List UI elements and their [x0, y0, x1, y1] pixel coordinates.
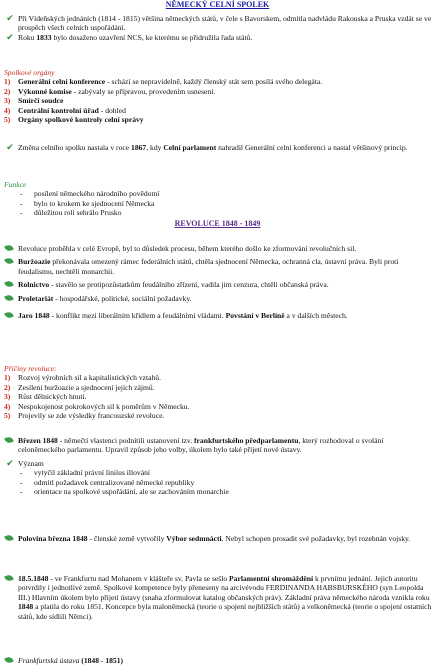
- checkmark-icon: ✔: [6, 13, 14, 23]
- page-title: NĚMECKÝ CELNÍ SPOLEK: [165, 0, 270, 9]
- leaf-bullet-icon: [4, 436, 16, 445]
- leaf-bullet-icon: [4, 257, 16, 266]
- vyznam-heading: Význam: [18, 458, 44, 468]
- vyznam-item: - vytyčil základní právní liniíus illování: [20, 468, 150, 478]
- vyznam-heading-row: [4, 459, 432, 468]
- change-item: ✔ Změna celního spolku nastala v roce 1867, kdy Celní parlament nahradil Generální celní konferenci a nastal většinový princip.: [4, 143, 432, 152]
- frankfurt-item: 18.5.1848 - ve Frankfurtu nad Mohanem v klášteře sv. Pavla se sešlo Parlamentní shromáždění k prvnímu jednání. Jejich autoritu potvrdily i jednotlivé země. Spolkové kompetence byly přeneseny na arcivévodu FERDINANDA HABSBURSKÉHO (syn Leopolda III.) Hlavním úkolem bylo přijetí ústavy (snaha zformulovat katalog občanských práv). Základní práva německého národa vznikla roku 1848 a platila do roku 1851. Koncepce byla maloněmecká (teorie o spojení nejbližších států) a velkoněmecká (teorie o spojení ostatních států, kde sídlili Němci).: [4, 574, 432, 621]
- brezen-section: [4, 436, 432, 496]
- funkce-item: - důležitou roli sehrálo Prusko: [20, 208, 122, 218]
- checkmark-icon: ✔: [6, 31, 14, 42]
- organ-item: 1) Generální celní konference - schází se nepravidelně, každý členský stát sem posílá svého delegáta.: [4, 77, 323, 87]
- organ-item: 3) Smírčí soudce: [4, 96, 64, 106]
- polovina-section: [4, 534, 432, 543]
- ustava-section: [4, 656, 432, 665]
- revolution-item: Rolnictvo - stavělo se protipozůstatkům feudálního zřízení, vadila jim cenzura, chtěli občanská práva.: [4, 280, 432, 289]
- organ-item: 4) Centrální kontrolní úřad - dohled: [4, 105, 126, 115]
- brezen-item: Březen 1848 - němečtí vlastenci podnítili ustanovení tzv. frankfurtského předparlamentu, který rozhodoval o svolání celoněmeckého parlamentu. Upravil způsob jeho volby, úkolem bylo také přijetí nové ústavy.: [4, 436, 432, 455]
- revolution-item: Buržoazie překonávala omezený rámec federálních států, chtěla sjednocení Německa, ochranná cla, ústavní práva. Byli proti feudalismu, nechtěli monarchii.: [4, 257, 432, 276]
- leaf-bullet-icon: [4, 280, 16, 289]
- pricina-item: 3) Růst dělnických hnutí.: [4, 392, 87, 402]
- leaf-bullet-icon: [4, 656, 16, 665]
- vyznam-item: - orientace na spolkové uspořádání, ale se zachováním monarchie: [20, 487, 229, 497]
- organs-section: [4, 68, 432, 124]
- vyznam-item: - odmítl požadavek centralizované německé republiky: [20, 477, 195, 487]
- leaf-bullet-icon: [4, 311, 16, 320]
- checkmark-icon: ✔: [6, 457, 14, 468]
- intro-item: ✔ Roku 1833 bylo dosaženo uzavření NCS, ke kterému se přidružila řada států.: [4, 33, 432, 42]
- funkce-section: [4, 180, 432, 218]
- revolution-item: Proletariát - hospodářské, politické, sociální požadavky.: [4, 294, 432, 303]
- leaf-bullet-icon: [4, 294, 16, 303]
- priciny-heading: Příčiny revoluce:: [4, 364, 57, 373]
- pricina-item: 2) Zesílení buržoazie a sjednocení jejích zájmů.: [4, 382, 155, 392]
- leaf-bullet-icon: [4, 534, 16, 543]
- ustava-item: Frankfurtská ústava (1848 - 1851): [4, 656, 432, 665]
- organ-item: 5) Orgány spolkové kontroly celní správy: [4, 115, 144, 125]
- funkce-heading: Funkce: [4, 180, 27, 189]
- frankfurt-section: [4, 574, 432, 621]
- organs-heading: Spolkové orgány: [4, 68, 55, 77]
- funkce-item: - bylo to krokem ke sjednocení Německa: [20, 198, 155, 208]
- jaro-item: Jaro 1848 - konflikt mezi liberálním křídlem a feudálními vládami. Povstání v Berlíně a v dalších městech.: [4, 311, 432, 320]
- intro-section: [4, 14, 432, 42]
- revolution-item: Revoluce proběhla v celé Evropě, byl to důsledek procesu, během kterého došlo ke zformování revolučních sil.: [4, 244, 432, 253]
- revolution-section: [4, 244, 432, 320]
- leaf-bullet-icon: [4, 574, 16, 583]
- pricina-item: 5) Projevily se zde výsledky francouzské revoluce.: [4, 411, 165, 421]
- revolution-title: REVOLUCE 1848 - 1849: [174, 219, 261, 228]
- funkce-item: - posílení německého národního povědomí: [20, 189, 160, 199]
- change-section: [4, 143, 432, 152]
- priciny-section: [4, 364, 432, 420]
- polovina-item: Polovina března 1848 - členské země vytvořily Výbor sedmnácti. Nebyl schopen prosadit své požadavky, byl rozehnán vojsky.: [4, 534, 432, 543]
- intro-item: ✔ Při Vídeňských jednáních (1814 - 1815) většina německých států, v čele s Bavorskem, odmítla nadvládu Rakouska a Pruska vzdát se ve prospěch všech celních uspořádání.: [4, 14, 432, 33]
- checkmark-icon: ✔: [6, 142, 14, 152]
- leaf-bullet-icon: [4, 244, 16, 253]
- pricina-item: 1) Rozvoj výrobních sil a kapitalistických vztahů.: [4, 373, 161, 383]
- pricina-item: 4) Nespokojenost pokrokových sil k poměrům v Německu.: [4, 401, 190, 411]
- organ-item: 2) Výkonné komise - zabývaly se přípravou, provedením usnesení.: [4, 86, 216, 96]
